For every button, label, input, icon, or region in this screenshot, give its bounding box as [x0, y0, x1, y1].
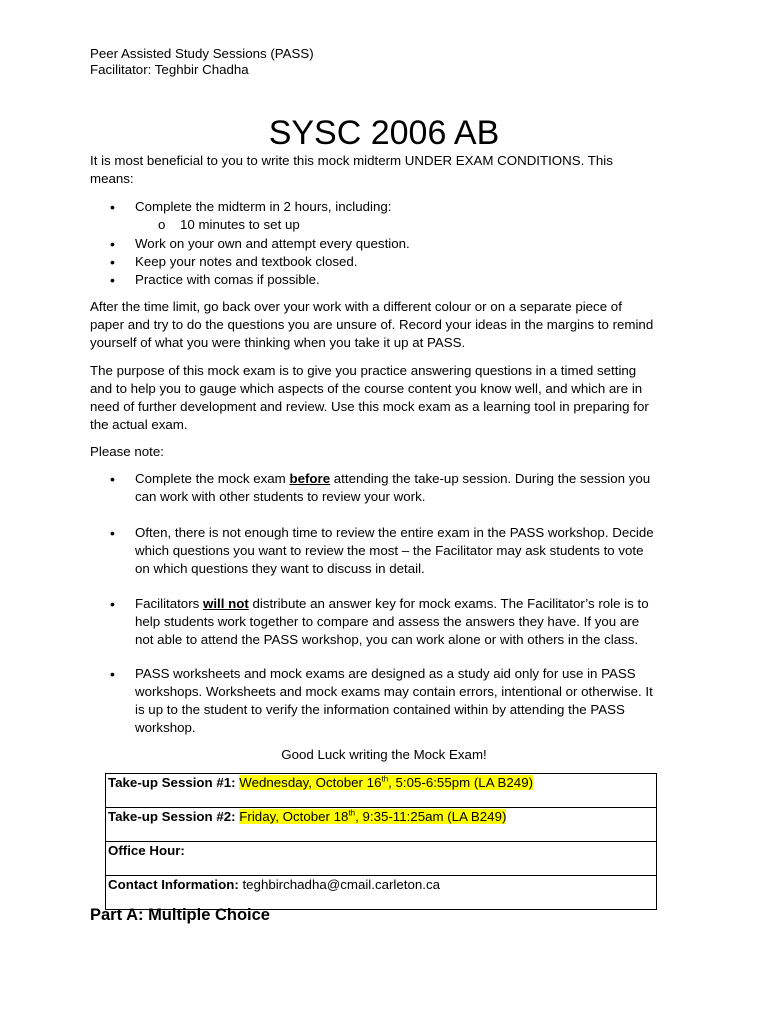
bullet-icon: •: [110, 596, 115, 612]
after-time-line: After the time limit, go back over your work with a different colour or on a separate piece of: [90, 299, 622, 314]
office-hour-cell: Office Hour:: [106, 842, 657, 876]
table-row: [106, 808, 657, 842]
purpose-line: need of further development and review. Use this mock exam as a learning tool in preparing for: [90, 399, 649, 414]
bullet-icon: •: [110, 525, 115, 541]
emphasis-before: before: [289, 471, 331, 486]
condition-text: Practice with comas if possible.: [135, 272, 320, 287]
session-1-highlight: Wednesday, October 16th, 5:05-6:55pm (LA B249): [239, 774, 534, 790]
after-time-line: paper and try to do the questions you are unsure of. Record your ideas in the margins to remind: [90, 317, 654, 332]
purpose-line: The purpose of this mock exam is to give you practice answering questions in a timed setting: [90, 363, 637, 378]
emphasis-will-not: will not: [202, 596, 249, 611]
condition-text: Work on your own and attempt every question.: [135, 236, 410, 251]
purpose-line: and to help you to gauge which aspects of the course content you know well, and which are in: [90, 381, 643, 396]
note-text: which questions you want to review the most – the Facilitator may ask students to vote: [135, 543, 644, 558]
intro-line-1: It is most beneficial to you to write this mock midterm UNDER EXAM CONDITIONS. This: [90, 153, 613, 168]
page-title: SYSC 2006 AB: [268, 114, 500, 152]
part-a-heading: Part A: Multiple Choice: [90, 906, 270, 924]
contact-email: teghbirchadha@cmail.carleton.ca: [242, 877, 440, 892]
session-info-table: [105, 773, 657, 910]
intro-line-2: means:: [90, 171, 134, 186]
header-facilitator: Facilitator: Teghbir Chadha: [90, 62, 249, 77]
bullet-icon: •: [110, 666, 115, 682]
please-note-label: Please note:: [90, 444, 164, 459]
note-text: on which questions they want to discuss in detail.: [135, 561, 425, 576]
take-up-session-2-cell: Take-up Session #2: Friday, October 18th, 9:35-11:25am (LA B249): [106, 808, 657, 842]
table-row: [106, 876, 657, 910]
purpose-line: the actual exam.: [90, 417, 188, 432]
note-text: help students work together to compare and assess the answers they have. If you are: [135, 614, 640, 629]
sub-bullet-icon: o: [158, 217, 166, 232]
take-up-session-1-cell: Take-up Session #1: Wednesday, October 16th, 5:05-6:55pm (LA B249): [106, 774, 657, 808]
good-luck-message: Good Luck writing the Mock Exam!: [281, 747, 487, 762]
condition-subitem-text: 10 minutes to set up: [180, 217, 300, 232]
note-text: PASS worksheets and mock exams are designed as a study aid only for use in PASS: [135, 666, 636, 681]
note-text: Complete the mock exam before attending the take-up session. During the session you: [135, 471, 651, 486]
note-text: is up to the student to verify the information contained within by attending the PASS: [135, 702, 625, 717]
note-text: workshops. Worksheets and mock exams may contain errors, intentional or otherwise. It: [135, 684, 653, 699]
note-text: Facilitators will not distribute an answer key for mock exams. The Facilitator’s role is to: [135, 596, 649, 611]
condition-text: Keep your notes and textbook closed.: [135, 254, 358, 269]
note-text: not able to attend the PASS workshop, you can work alone or with others in the class.: [135, 632, 639, 647]
header-program: Peer Assisted Study Sessions (PASS): [90, 46, 314, 61]
note-text: Often, there is not enough time to review the entire exam in the PASS workshop. Decide: [135, 525, 654, 540]
bullet-icon: •: [110, 471, 115, 487]
contact-info-cell: Contact Information: teghbirchadha@cmail.carleton.ca: [106, 876, 657, 910]
bullet-icon: •: [110, 254, 115, 270]
note-text: workshop.: [135, 720, 196, 735]
after-time-line: yourself of what you were thinking when you take it up at PASS.: [90, 335, 466, 350]
bullet-icon: •: [110, 236, 115, 252]
table-row: [106, 842, 657, 876]
table-row: [106, 774, 657, 808]
bullet-icon: •: [110, 272, 115, 288]
session-2-highlight: Friday, October 18th, 9:35-11:25am (LA B249): [239, 808, 507, 824]
bullet-icon: •: [110, 199, 115, 215]
note-text: can work with other students to review your work.: [135, 489, 426, 504]
condition-text: Complete the midterm in 2 hours, including:: [135, 199, 392, 214]
